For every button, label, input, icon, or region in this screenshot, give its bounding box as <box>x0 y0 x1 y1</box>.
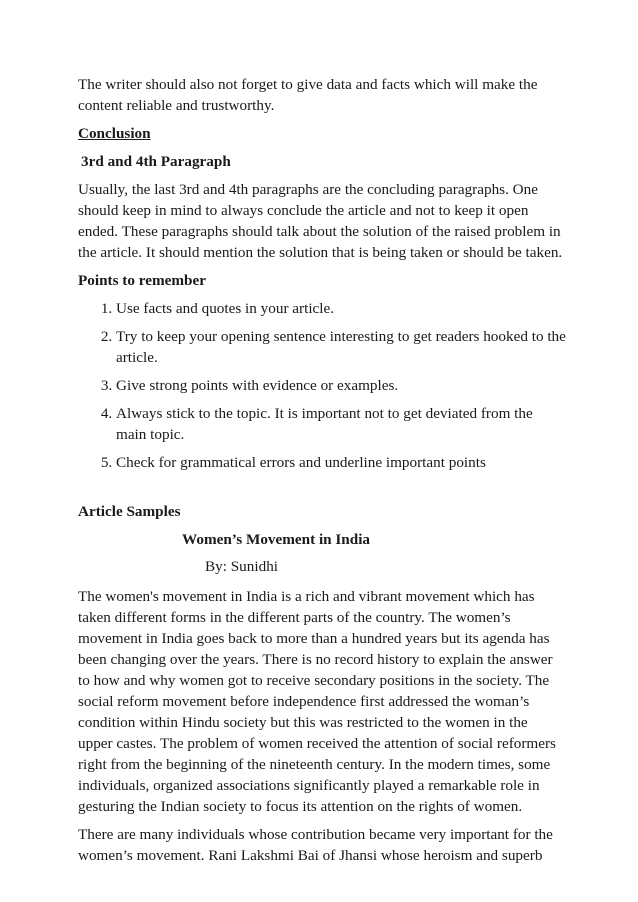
list-item: 2. Try to keep your opening sentence interesting to get readers hooked to the article. <box>116 326 566 368</box>
list-item: 4. Always stick to the topic. It is important not to get deviated from the main topic. <box>116 403 566 445</box>
list-item: 1. Use facts and quotes in your article. <box>116 298 566 319</box>
article-paragraph: There are many individuals whose contribution became very important for the women’s movement. Rani Lakshmi Bai of Jhansi whose heroism and superb <box>78 826 553 864</box>
conclusion-heading: Conclusion <box>78 125 151 142</box>
samples-heading: Article Samples <box>78 503 181 520</box>
points-list <box>78 298 566 473</box>
document-page <box>78 74 566 873</box>
points-heading: Points to remember <box>78 272 206 289</box>
paragraph-subheading: 3rd and 4th Paragraph <box>81 153 231 170</box>
conclusion-paragraph: Usually, the last 3rd and 4th paragraphs are the concluding paragraphs. One should keep in mind to always conclude the article and not to keep it open ended. These paragraphs should talk about the solution of the raised problem in the article. It should mention the solution that is being taken or should be taken. <box>78 181 563 261</box>
spacer <box>78 480 566 501</box>
intro-paragraph: The writer should also not forget to give data and facts which will make the content reliable and trustworthy. <box>78 76 538 114</box>
article-byline: By: Sunidhi <box>205 558 279 575</box>
list-item: 3. Give strong points with evidence or examples. <box>116 375 566 396</box>
list-item: 5. Check for grammatical errors and underline important points <box>116 452 566 473</box>
article-paragraph: The women's movement in India is a rich and vibrant movement which has taken different forms in the different parts of the country. The women’s movement in India goes back to more than a hundred years but its agenda has been changing over the years. There is no record history to explain the answer to how and why women got to receive secondary positions in the society. The social reform movement before independence first addressed the woman’s condition within Hindu society but this was restricted to the women in the upper castes. The problem of women received the attention of social reformers right from the beginning of the nineteenth century. In the modern times, some individuals, organized associations significantly played a remarkable role in gesturing the Indian society to focus its attention on the rights of women. <box>78 588 556 815</box>
article-title: Women’s Movement in India <box>182 531 371 548</box>
